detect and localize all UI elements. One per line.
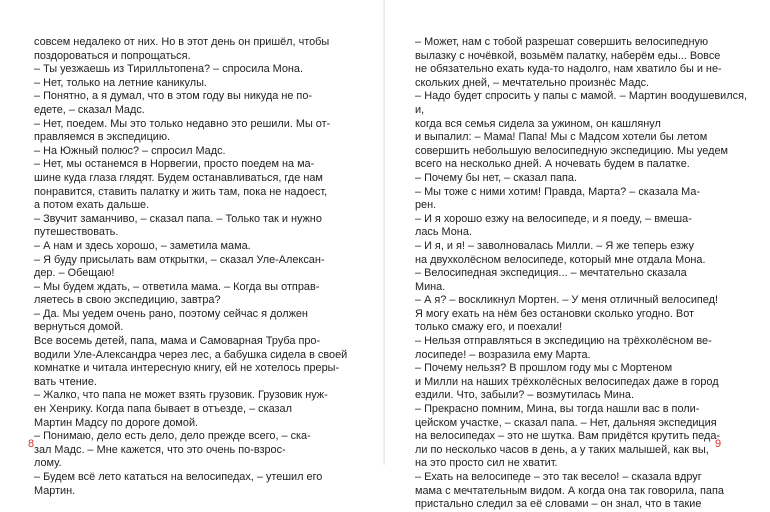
text-line: вать чтение. (34, 375, 97, 388)
text-line: мама с мечтательным видом. А когда она так говорила, папа (415, 484, 724, 497)
text-line: – Я буду присылать вам открытки, – сказал Уле-Алексан- (34, 253, 325, 266)
text-line: вернуться домой. (34, 321, 124, 334)
text-line: – Понимаю, дело есть дело, дело прежде всего, – ска- (34, 430, 311, 443)
text-line: только смажу его, и поехали! (415, 321, 563, 334)
text-line: – Мы будем ждать, – ответила мама. – Когда вы отправ- (34, 280, 320, 293)
text-line: рен. (415, 199, 437, 212)
text-line: – Да. Мы уедем очень рано, поэтому сейчас я должен (34, 307, 308, 320)
text-line: – Будем всё лето кататься на велосипедах, – утешил его (34, 471, 323, 483)
text-line: – Велосипедная экспедиция... – мечтательно сказала (415, 267, 687, 280)
left-page-text (34, 36, 364, 498)
text-line: – Может, нам с тобой разрешат совершить велосипедную (415, 36, 709, 48)
text-line: – Почему бы нет, – сказал папа. (415, 171, 578, 184)
text-line: ляетесь в свою экспедицию, завтра? (34, 294, 221, 307)
text-line: совершить небольшую велосипедную экспедицию. Мы уедем (415, 144, 729, 157)
text-line: – А я? – воскликнул Мортен. – У меня отличный велосипед! (415, 294, 719, 307)
left-page (0, 0, 385, 497)
text-line: вылазку с ночёвкой, возьмём палатку, наберём еды... Вовсе (415, 49, 721, 62)
text-line: – И я хорошо езжу на велосипеде, и я поеду, – вмеша- (415, 212, 692, 225)
text-line: – Жалко, что папа не может взять грузовик. Грузовик нуж- (34, 389, 328, 402)
text-line: зал Мадс. – Мне кажется, что это очень по-взрос- (34, 443, 286, 456)
text-line: – Почему нельзя? В прошлом году мы с Мортеном (415, 362, 673, 375)
text-line: на это просто сил не хватит. (415, 457, 558, 470)
text-line: шине куда глаза глядят. Будем останавливаться, где нам (34, 171, 323, 184)
text-line: ен Хенрику. Когда папа бывает в отъезде, – сказал (34, 403, 292, 416)
text-line: правляемся в экспедицию. (34, 131, 171, 144)
text-line: Мартин. (34, 484, 76, 497)
text-line: – Нет, поедем. Мы это только недавно это решили. Мы от- (34, 117, 331, 130)
text-line: ли по несколько часов в день, а у таких малышей, как вы, (415, 443, 709, 456)
text-line: скольких дней, – мечтательно произнёс Мадс. (415, 76, 650, 89)
text-line: когда вся семья сидела за ужином, он кашлянул (415, 117, 661, 130)
text-line: – Прекрасно помним, Мина, вы тогда нашли вас в поли- (415, 403, 700, 416)
text-line: ездили. Что, забыли? – возмутилась Мина. (415, 389, 634, 402)
text-line: совсем недалеко от них. Но в этот день он пришёл, чтобы (34, 36, 330, 48)
text-line: – Нет, мы останемся в Норвегии, просто поедем на ма- (34, 158, 315, 171)
text-line: комнатке и читала интересную книгу, ей не хотелось преры- (34, 362, 340, 375)
text-line: понравится, ставить палатку и жить там, пока не надоест, (34, 185, 328, 198)
text-line: цейском участке, – сказал папа. – Нет, дальняя экспедиция (415, 416, 717, 429)
left-page-number: 8 (28, 438, 35, 450)
text-line: а потом ехать дальше. (34, 199, 150, 212)
text-line: не обязательно ехать куда-то надолго, нам хватило бы и не- (415, 63, 722, 76)
right-page (385, 0, 770, 511)
right-page-number: 9 (715, 438, 722, 450)
text-line: всего на несколько дней. А ночевать будем в палатке. (415, 158, 690, 171)
right-page-text (415, 36, 747, 512)
text-line: лосипеде! – возразила ему Марта. (415, 348, 591, 361)
text-line: – Ехать на велосипеде – это так весело! – сказала вдруг (415, 471, 702, 483)
text-line: поздороваться и попрощаться. (34, 49, 191, 62)
text-line: на двухколёсном велосипеде, который мне отдала Мона. (415, 253, 706, 266)
text-line: – Понятно, а я думал, что в этом году вы никуда не по- (34, 90, 313, 103)
text-line: – Мы тоже с ними хотим! Правда, Марта? – сказала Ма- (415, 185, 701, 198)
text-line: и выпалил: – Мама! Папа! Мы с Мадсом хотели бы летом (415, 131, 708, 144)
text-line: Мартин Мадсу по дороге домой. (34, 416, 199, 429)
text-line: едете, – сказал Мадс. (34, 103, 145, 116)
text-line: Мина. (415, 280, 446, 293)
text-line: Все восемь детей, папа, мама и Самоварная Труба про- (34, 335, 321, 348)
text-line: на велосипедах – это не шутка. Вам придётся крутить педа- (415, 430, 721, 443)
text-line: путешествовать. (34, 226, 119, 239)
text-line: пристально следил за её словами – он знал, что в такие (415, 498, 702, 511)
text-line: и Милли на наших трёхколёсных велосипедах даже в город (415, 375, 719, 388)
text-line: Я могу ехать на нём без остановки сколько угодно. Вот (415, 307, 695, 320)
text-line: – Звучит заманчиво, – сказал папа. – Только так и нужно (34, 212, 322, 225)
text-line: – На Южный полюс? – спросил Мадс. (34, 144, 226, 157)
text-line: – Ты уезжаешь из Тирилльтопена? – спросила Мона. (34, 63, 303, 76)
text-line: лому. (34, 457, 62, 470)
text-line: – Нельзя отправляться в экспедицию на трёхколёсном ве- (415, 335, 712, 348)
text-line: – Нет, только на летние каникулы. (34, 76, 207, 89)
text-line: водили Уле-Александра через лес, а бабушка сидела в своей (34, 348, 348, 361)
text-line: – А нам и здесь хорошо, – заметила мама. (34, 239, 251, 252)
text-line: дер. – Обещаю! (34, 267, 115, 280)
text-line: лась Мона. (415, 226, 472, 239)
text-line: – И я, и я! – заволновалась Милли. – Я же теперь езжу (415, 239, 694, 252)
text-line: – Надо будет спросить у папы с мамой. – Мартин воодушевился, и, (415, 90, 747, 116)
